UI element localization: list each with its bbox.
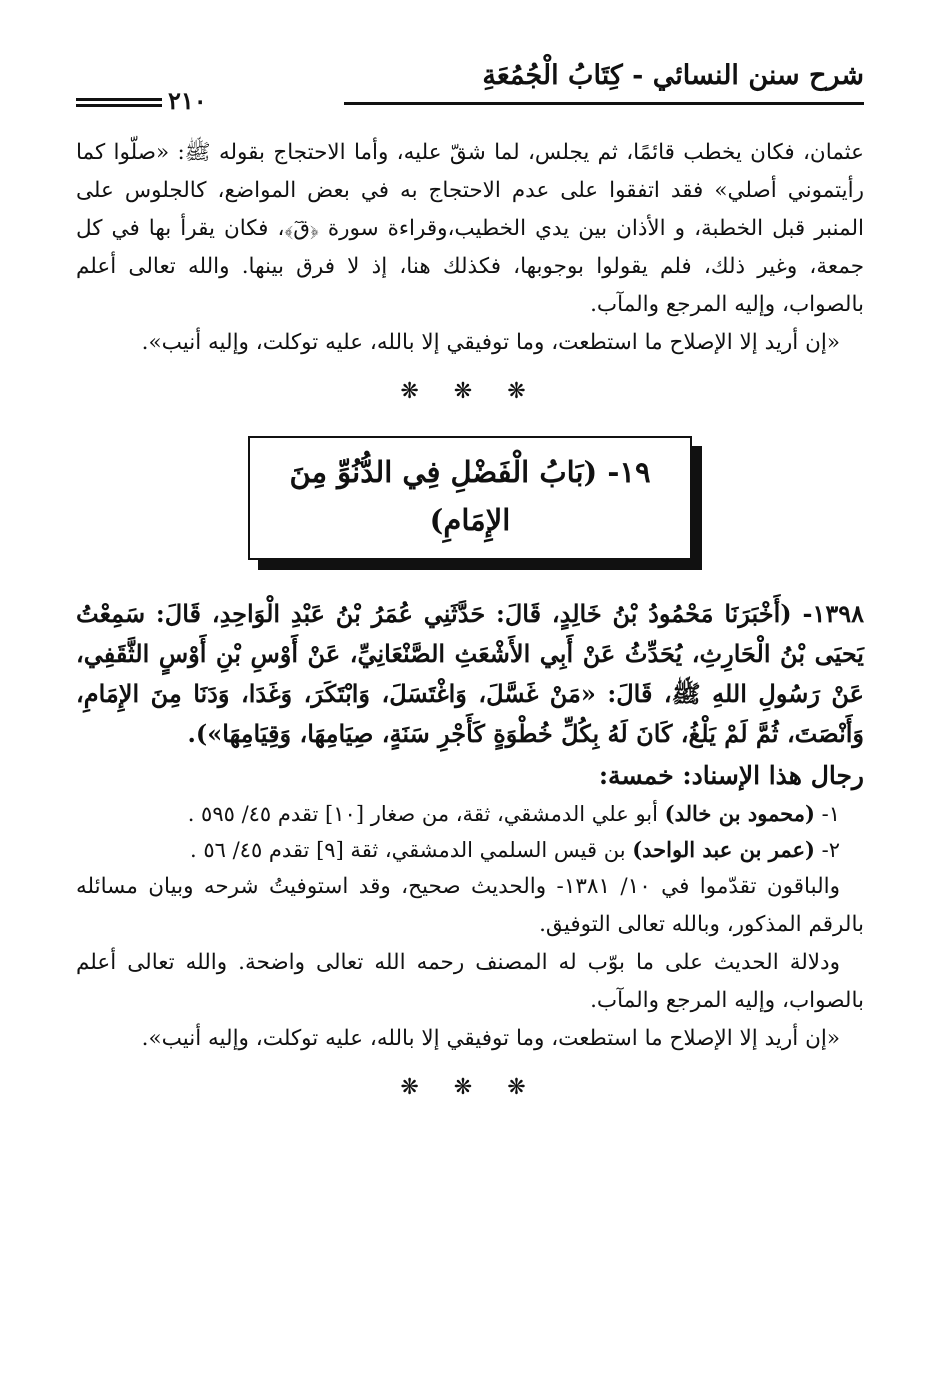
- header-rule: [344, 102, 864, 105]
- section-separator: ❋ ❋ ❋: [400, 379, 540, 404]
- page-number-rule: [76, 98, 162, 112]
- section-separator: ❋ ❋ ❋: [400, 1075, 540, 1100]
- narrators-heading: رجال هذا الإسناد: خمسة:: [598, 761, 864, 790]
- closing-quote: «إن أريد إلا الإصلاح ما استطعت، وما توفيقي إلا بالله، عليه توكلت، وإليه أنيب».: [141, 1026, 840, 1051]
- running-title: شرح سنن النسائي - كِتَابُ الْجُمُعَةِ: [482, 60, 864, 91]
- body-paragraph-intro: عثمان، فكان يخطب قائمًا، ثم يجلس، لما شقّ عليه، وأما الاحتجاج بقوله ﷺ: «صلّوا كما رأيتموني أصلي» فقد اتفقوا على عدم الاحتجاج به في بعض المواضع، كالجلوس على المنبر قبل الخطبة، و الأذان بين يدي الخطيب،وقراءة سورة ﴿قٓ﴾، فكان يقرأ بها في كل جمعة، وغير ذلك، فلم يقولوا بوجوبها، فكذلك هنا، إذ لا فرق بينها. والله تعالى أعلم بالصواب، وإليه المرجع والمآب.: [76, 140, 864, 317]
- closing-quote: «إن أريد إلا الإصلاح ما استطعت، وما توفيقي إلا بالله، عليه توكلت، وإليه أنيب».: [141, 330, 840, 355]
- narrator-entry: ١- (محمود بن خالد) أبو علي الدمشقي، ثقة، من صغار [١٠] تقدم ٤٥/ ٥٩٥ .: [187, 801, 840, 826]
- chapter-heading: ١٩- (بَابُ الْفَضْلِ فِي الدُّنُوِّ مِنَ الإِمَامِ): [289, 455, 651, 537]
- hadith-text: ١٣٩٨- (أَخْبَرَنَا مَحْمُودُ بْنُ خَالِدٍ، قَالَ: حَدَّثَنِي عُمَرُ بْنُ عَبْدِ الْوَاحِدِ، قَالَ: سَمِعْتُ يَحيَى بْنُ الْحَارِثِ، يُحَدِّثُ عَنْ أَبِي الأَشْعَثِ الصَّنْعَانِيِّ، عَنْ أَوْسِ بْنِ أَوْسٍ الثَّقَفِي، عَنْ رَسُولِ اللهِ ﷺ، قَالَ: «مَنْ غَسَّلَ، وَاغْتَسَلَ، وَابْتَكَرَ، وَغَدَا، وَدَنَا مِنَ الإِمَامِ، وَأَنْصَتَ، ثُمَّ لَمْ يَلْغُ، كَانَ لَهُ بِكُلِّ خُطْوَةٍ كَأَجْرِ سَنَةٍ، صِيَامِهَا، وَقِيَامِهَا»).: [76, 599, 864, 748]
- page-body: [76, 134, 864, 1128]
- narrator-entry: ٢- (عمر بن عبد الواحد) بن قيس السلمي الدمشقي، ثقة [٩] تقدم ٤٥/ ٥٦ .: [189, 837, 840, 862]
- body-paragraph-conclusion: ودلالة الحديث على ما بوّب له المصنف رحمه الله تعالى واضحة. والله تعالى أعلم بالصواب، وإليه المرجع والمآب.: [76, 950, 864, 1013]
- body-paragraph-rest: والباقون تقدّموا في ١٠/ ١٣٨١- والحديث صحيح، وقد استوفيتُ شرحه وبيان مسائله بالرقم المذكور، وبالله تعالى التوفيق.: [76, 874, 864, 937]
- page-number: ٢١٠: [168, 86, 207, 115]
- page-header: [76, 58, 864, 118]
- chapter-heading-box: [248, 436, 692, 560]
